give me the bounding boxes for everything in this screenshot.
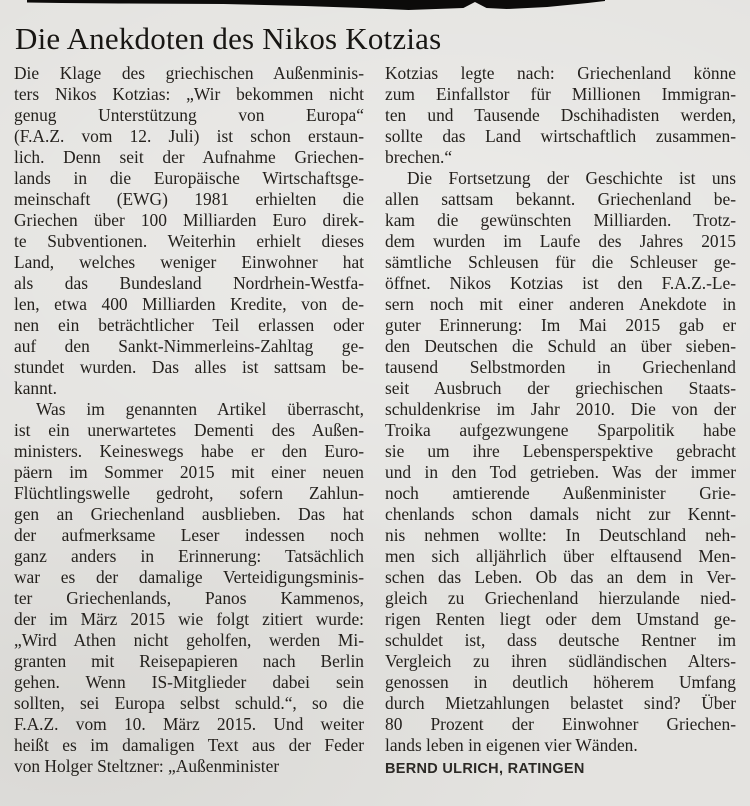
text-line: Die Klage des griechischen Außenminis- (14, 63, 364, 83)
text-line: 80 Prozent der Einwohner Griechen- (385, 714, 736, 734)
text-line: ganz anders in Erinnerung: Tatsächlich (14, 546, 364, 566)
text-line: brechen.“ (385, 147, 453, 167)
text-line: sämtliche Schleusen für die Schleuser ge- (385, 252, 736, 272)
text-line: schuldet ist, dass deutsche Rentner im (385, 630, 736, 650)
text-line: „Wird Athen nicht geholfen, werden Mi- (14, 630, 364, 650)
text-line: lich. Denn seit der Aufnahme Griechen- (14, 147, 364, 167)
text-line: (F.A.Z. vom 12. Juli) ist schon erstaun- (14, 126, 364, 146)
author-byline: BERND ULRICH, RATINGEN (385, 761, 585, 777)
text-line: F.A.Z. vom 10. März 2015. Und weiter (14, 714, 364, 734)
text-line: gen an Griechenland ausblieben. Das hat (14, 504, 364, 524)
text-line: kam die gewünschten Milliarden. Trotz- (385, 210, 736, 230)
text-line: der aufmerksame Leser indessen noch (14, 525, 364, 545)
text-line: sern noch mit einer anderen Anekdote in (385, 294, 736, 314)
text-line: lands leben in eigenen vier Wänden. (385, 735, 638, 755)
text-line: den Deutschen die Schuld an über sieben- (385, 336, 736, 356)
text-line: seit Ausbruch der griechischen Staats- (385, 378, 736, 398)
text-line: dem wurden im Laufe des Jahres 2015 (385, 231, 736, 251)
text-line: Flüchtlingswelle gedroht, sofern Zahlun- (14, 483, 364, 503)
text-line: als das Bundesland Nordrhein-Westfa- (14, 273, 364, 293)
text-line: stundet wurden. Das alles ist sattsam be- (14, 357, 364, 377)
text-line: men sich alljährlich über elftausend Men- (385, 546, 736, 566)
text-line: te Subventionen. Weiterhin erhielt dieses (14, 231, 364, 251)
text-line: zum Einfallstor für Millionen Immigran- (385, 84, 736, 104)
adjacent-article-edge-bar (27, 0, 605, 11)
text-line: öffnet. Nikos Kotzias ist den F.A.Z.-Le- (385, 273, 736, 293)
text-line: noch amtierende Außenminister Grie- (385, 483, 736, 503)
text-line: sollte das Land wirtschaftlich zusammen- (385, 126, 736, 146)
text-line: und in den Tod getrieben. Was der immer (385, 462, 736, 482)
text-line: der im März 2015 wie folgt zitiert wurde: (14, 609, 364, 629)
text-line: war es der damalige Verteidigungsminis- (14, 567, 364, 587)
text-line: rigen Renten liegt oder dem Umstand ge- (385, 609, 736, 629)
text-line: kannt. (14, 378, 57, 398)
text-line: Kotzias legte nach: Griechenland könne (385, 63, 736, 83)
text-line: sie um ihre Lebensperspektive gebracht (385, 441, 736, 461)
text-line: genossen in deutlich höherem Umfang (385, 672, 736, 692)
text-line: tausend Selbstmorden in Griechenland (385, 357, 736, 377)
text-line: Griechen über 100 Milliarden Euro direk- (14, 210, 364, 230)
text-column-right (385, 63, 736, 777)
text-line: meinschaft (EWG) 1981 erhielten die (14, 189, 364, 209)
text-line: lands in die Europäische Wirtschaftsge- (14, 168, 364, 188)
text-line: schuldenkrise im Jahr 2010. Die von der (385, 399, 736, 419)
text-line: ter Griechenlands, Panos Kammenos, (14, 588, 364, 608)
text-line: schen das Leben. Ob das an dem in Ver- (385, 567, 736, 587)
text-line: päern im Sommer 2015 mit einer neuen (14, 462, 364, 482)
text-line: Troika aufgezwungene Sparpolitik habe (385, 420, 736, 440)
text-column-left (14, 63, 364, 777)
text-line: heißt es im damaligen Text aus der Feder (14, 735, 364, 755)
text-line: len, etwa 400 Milliarden Kredite, von de- (14, 294, 364, 314)
text-line: genug Unterstützung von Europa“ (14, 105, 364, 125)
text-line: sollten, sei Europa selbst schuld.“, so die (14, 693, 364, 713)
text-line: ist ein unerwartetes Dementi des Außen- (14, 420, 364, 440)
text-line: nen ein beträchtlicher Teil erlassen oder (14, 315, 364, 335)
text-line: ministers. Keineswegs habe er den Euro- (14, 441, 364, 461)
text-line: von Holger Steltzner: „Außenminister (14, 756, 280, 776)
text-line: gleich zu Griechenland hierzulande nied- (385, 588, 736, 608)
article-body (14, 63, 736, 777)
text-line: ters Nikos Kotzias: „Wir bekommen nicht (14, 84, 364, 104)
text-line: Vergleich zu ihren südländischen Alters- (385, 651, 736, 671)
text-line: granten mit Reisepapieren nach Berlin (14, 651, 364, 671)
text-line: gehen. Wenn IS-Mitglieder dabei sein (14, 672, 364, 692)
text-line: chenlands schon damals nicht zur Kennt- (385, 504, 736, 524)
text-line: Die Fortsetzung der Geschichte ist uns (407, 168, 736, 188)
text-line: durch Mietzahlungen belastet sind? Über (385, 693, 736, 713)
text-line: Land, welches weniger Einwohner hat (14, 252, 364, 272)
text-line: nis nehmen wollte: In Deutschland neh- (385, 525, 736, 545)
text-line: Was im genannten Artikel überrascht, (36, 399, 364, 419)
text-line: allen sattsam bekannt. Griechenland be- (385, 189, 736, 209)
article-headline: Die Anekdoten des Nikos Kotzias (15, 21, 442, 56)
text-line: guter Erinnerung: Im Mai 2015 gab er (385, 315, 736, 335)
text-line: ten und Tausende Dschihadisten werden, (385, 105, 736, 125)
text-line: auf den Sankt-Nimmerleins-Zahltag ge- (14, 336, 364, 356)
